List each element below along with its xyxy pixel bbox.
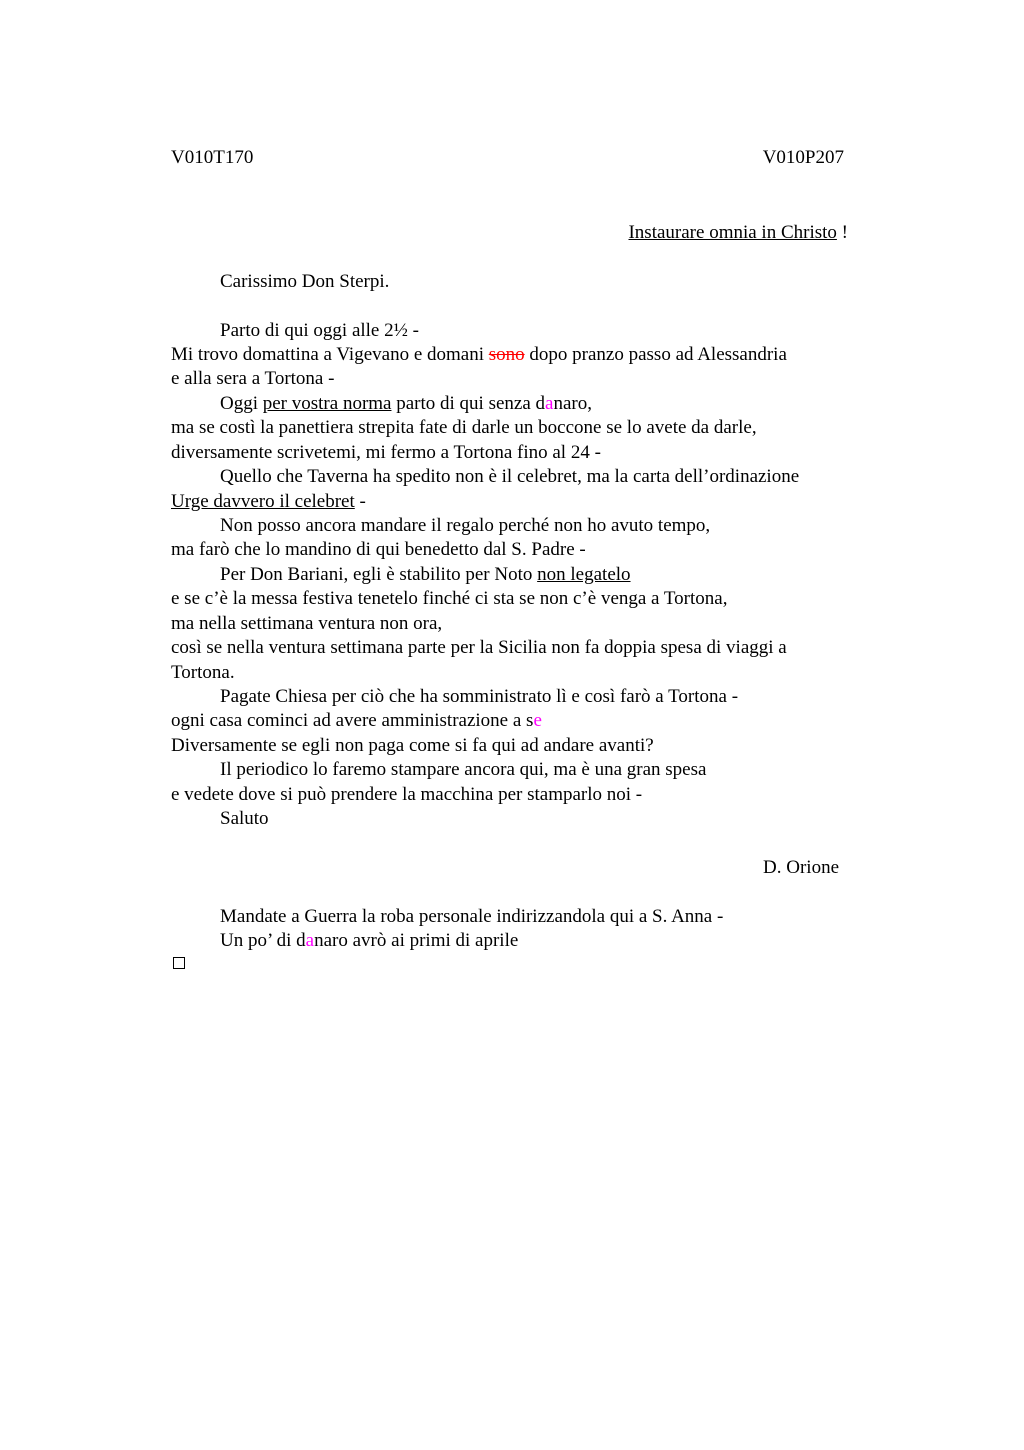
document-code-left: V010T170 <box>171 147 254 168</box>
inserted-text: a <box>545 393 554 414</box>
signature: D. Orione <box>763 857 839 878</box>
letter-line-17: ogni casa cominci ad avere amministrazione a se <box>171 710 542 731</box>
inserted-text: a <box>305 930 315 951</box>
letter-line-13: ma nella settimana ventura non ora, <box>171 613 443 634</box>
motto-text: Instaurare omnia in Christo <box>628 222 837 243</box>
letter-line-5: ma se costì la panettiera strepita fate di darle un boccone se lo avete da darle, <box>171 417 757 438</box>
letter-line-4: Oggi per vostra norma parto di qui senza danaro, <box>220 393 592 414</box>
letter-line-16: Pagate Chiesa per ciò che ha somministrato lì e così farò a Tortona - <box>220 686 739 707</box>
letter-line-3: e alla sera a Tortona - <box>171 368 335 389</box>
motto-suffix: ! <box>836 222 848 243</box>
letter-line-18: Diversamente se egli non paga come si fa qui ad andare avanti? <box>171 735 654 756</box>
deleted-text: sono <box>488 344 525 365</box>
letter-line-20: e vedete dove si può prendere la macchina per stamparlo noi - <box>171 784 643 805</box>
motto <box>628 221 848 245</box>
letter-line-6: diversamente scrivetemi, mi fermo a Tortona fino al 24 - <box>171 442 601 463</box>
letter-line-12: e se c’è la messa festiva tenetelo finché ci sta se non c’è venga a Tortona, <box>171 588 728 609</box>
letter-line-8: Urge davvero il celebret - <box>171 491 366 512</box>
letter-line-19: Il periodico lo faremo stampare ancora qui, ma è una gran spesa <box>220 759 707 780</box>
letter-line-21: Saluto <box>220 808 269 829</box>
underlined-text: non legatelo <box>537 564 631 585</box>
underlined-text: Urge davvero il celebret <box>171 491 355 512</box>
letter-line-11: Per Don Bariani, egli è stabilito per Noto non legatelo <box>220 564 631 585</box>
letter-line-15: Tortona. <box>171 662 235 683</box>
letter-line-14: così se nella ventura settimana parte per la Sicilia non fa doppia spesa di viaggi a <box>171 637 787 658</box>
square-icon <box>173 957 185 969</box>
letter-line-1: Parto di qui oggi alle 2½ - <box>220 320 419 341</box>
letter-line-7: Quello che Taverna ha spedito non è il celebret, ma la carta dell’ordinazione <box>220 466 800 487</box>
postscript-line-2: Un po’ di danaro avrò ai primi di aprile <box>220 930 519 951</box>
salutation: Carissimo Don Sterpi. <box>220 271 390 292</box>
underlined-text: per vostra norma <box>262 393 392 414</box>
inserted-text: e <box>533 710 542 731</box>
postscript-line-1: Mandate a Guerra la roba personale indirizzandola qui a S. Anna - <box>220 906 724 927</box>
letter-line-2: Mi trovo domattina a Vigevano e domani sono dopo pranzo passo ad Alessandria <box>171 344 787 365</box>
letter-line-10: ma farò che lo mandino di qui benedetto dal S. Padre - <box>171 539 586 560</box>
letter-line-9: Non posso ancora mandare il regalo perché non ho avuto tempo, <box>220 515 711 536</box>
document-code-right: V010P207 <box>762 147 844 168</box>
